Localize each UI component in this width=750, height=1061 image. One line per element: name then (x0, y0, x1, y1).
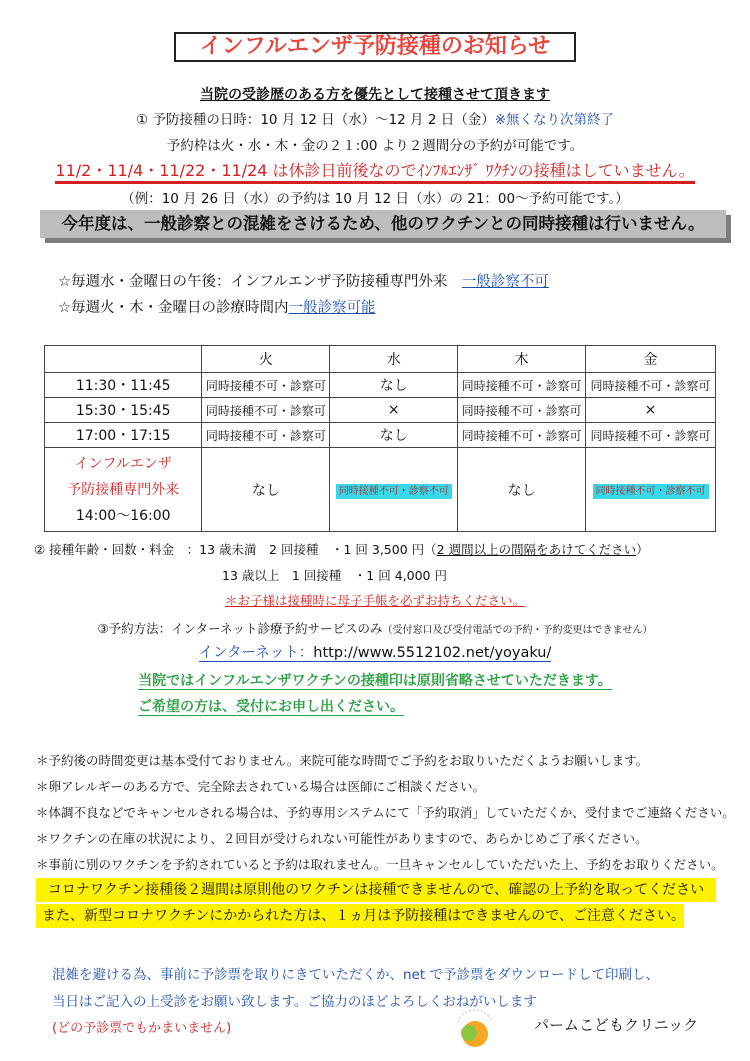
example-line: （例：10 月 26 日（水）の予約は 10 月 12 日（水）の 21：00～予約可能です。） (121, 191, 629, 207)
header-cell (45, 346, 202, 373)
slot-cell: 同時接種不可・診察可 (458, 373, 586, 398)
footer-line-2: 当日はご記入の上受診をお願い致します。ご協力のほどよろしくおねがいします (52, 994, 537, 1010)
covid-notice-1: コロナワクチン接種後２週間は原則他のワクチンは接種できませんので、確認の上予約を取ってください (36, 878, 716, 902)
general-exam-not-available: 一般診察不可 (461, 274, 549, 290)
fees-line-2: 13 歳以上 1 回接種 ・1 回 4,000 円 (222, 568, 447, 583)
time-cell: 15:30・15:45 (45, 398, 202, 423)
note-item: ＊体調不良などでキャンセルされる場合は、予約専用システムにて「予約取消」していただくか、受付までご連絡ください。 (36, 805, 735, 820)
slot-cell: なし (330, 423, 458, 448)
note-item: ＊事前に別のワクチンを予約されていると予約は取れません。一旦キャンセルしていただいた上、予約をお取りください。 (36, 857, 724, 872)
slot-cell: なし (330, 373, 458, 398)
header-cell: 水 (330, 346, 458, 373)
no-simultaneous-notice: 今年度は、一般診察との混雑をさけるため、他のワクチンとの同時接種は行いません。 (40, 210, 726, 238)
reservation-method: ③予約方法：インターネット診療予約サービスのみ（受付窓口及び受付電話での予約・予約変更はできません） (97, 621, 653, 636)
covid-notice-2: また、新型コロナワクチンにかかられた方は、１ヵ月は予防接種はできませんので、ご注意ください。 (36, 904, 684, 928)
green-notice-2: ご希望の方は、受付にお申し出ください。 (138, 699, 404, 715)
schedule-line: ① 予防接種の日時：10 月 12 日（水）～12 月 2 日（金）※無くなり次第終了 (135, 112, 615, 128)
table-row (45, 373, 716, 398)
footer-line-3: (どの予診票でもかまいません) (52, 1021, 232, 1036)
table-row (45, 398, 716, 423)
note-item: ＊予約後の時間変更は基本受付ておりません。来院可能な時間でご予約をお取りいただくようお願いします。 (36, 753, 649, 768)
note-item: ＊ワクチンの在庫の状況により、２回目が受けられない可能性がありますので、あらかじめご了承ください。 (36, 831, 648, 846)
clinic-info-2: ☆毎週火・木・金曜日の診療時間内一般診察可能 (58, 300, 376, 316)
green-notice-1: 当院ではインフルエンザワクチンの接種印は原則省略させていただきます。 (138, 673, 612, 689)
page-title: インフルエンザ予防接種のお知らせ (174, 32, 576, 62)
special-row (45, 448, 716, 532)
internet-reservation: インターネット：http://www.5512102.net/yoyaku/ (198, 645, 552, 661)
header-cell: 金 (586, 346, 716, 373)
clinic-info-1: ☆毎週水・金曜日の午後：インフルエンザ予防接種専門外来 一般診察不可 (58, 274, 549, 290)
slot-cell: 同時接種不可・診察可 (202, 423, 330, 448)
slot-cell: なし (202, 448, 330, 532)
booking-slots: 予約枠は火・水・木・金の２１:00 より２週間分の予約が可能です。 (166, 138, 584, 154)
clinic-name: パームこどもクリニック (534, 1016, 699, 1034)
slot-cell: × (330, 398, 458, 423)
header-cell: 木 (458, 346, 586, 373)
fees-line-1: ② 接種年齢・回数・料金 ：13 歳未満 2 回接種 ・1 回 3,500 円（2 週間以上の間隔をあけてください） (34, 542, 649, 557)
slot-cell: 同時接種不可・診察可 (202, 398, 330, 423)
closed-notice: 11/2・11/4・11/22・11/24 は休診日前後なのでｲﾝﾌﾙｴﾝｻﾞ ﾜｸﾁﾝの接種はしていません。 (0, 158, 750, 181)
slot-cell: 同時接種不可・診察可 (458, 398, 586, 423)
note-item: ＊卵アレルギーのある方で、完全除去されている場合は医師にご相談ください。 (36, 779, 485, 794)
time-cell: 11:30・11:45 (45, 373, 202, 398)
slot-cell: × (586, 398, 716, 423)
priority-line: 当院の受診歴のある方を優先として接種させて頂きます (200, 87, 550, 103)
header-cell: 火 (202, 346, 330, 373)
time-cell: 17:00・17:15 (45, 423, 202, 448)
slot-cell: 同時接種不可・診察不可 (330, 448, 458, 532)
slot-cell: 同時接種不可・診察可 (586, 373, 716, 398)
footer-line-1: 混雑を避ける為、事前に予診票を取りにきていただくか、net で予診票をダウンロードして印刷し、 (52, 967, 659, 983)
slot-cell: 同時接種不可・診察可 (586, 423, 716, 448)
slot-cell: 同時接種不可・診察可 (202, 373, 330, 398)
table-row (45, 423, 716, 448)
slot-cell: 同時接種不可・診察不可 (586, 448, 716, 532)
mother-child-handbook-note: ＊お子様は接種時に母子手帳を必ずお持ちください。 (224, 593, 525, 608)
slot-cell: なし (458, 448, 586, 532)
general-exam-available: 一般診察可能 (288, 300, 376, 316)
clinic-logo-icon (450, 1004, 500, 1054)
special-label-cell: インフルエンザ 予防接種専門外来 14:00～16:00 (45, 448, 202, 532)
timetable (44, 345, 716, 532)
reservation-url-link[interactable]: http://www.5512102.net/yoyaku/ (313, 645, 552, 661)
slot-cell: 同時接種不可・診察可 (458, 423, 586, 448)
